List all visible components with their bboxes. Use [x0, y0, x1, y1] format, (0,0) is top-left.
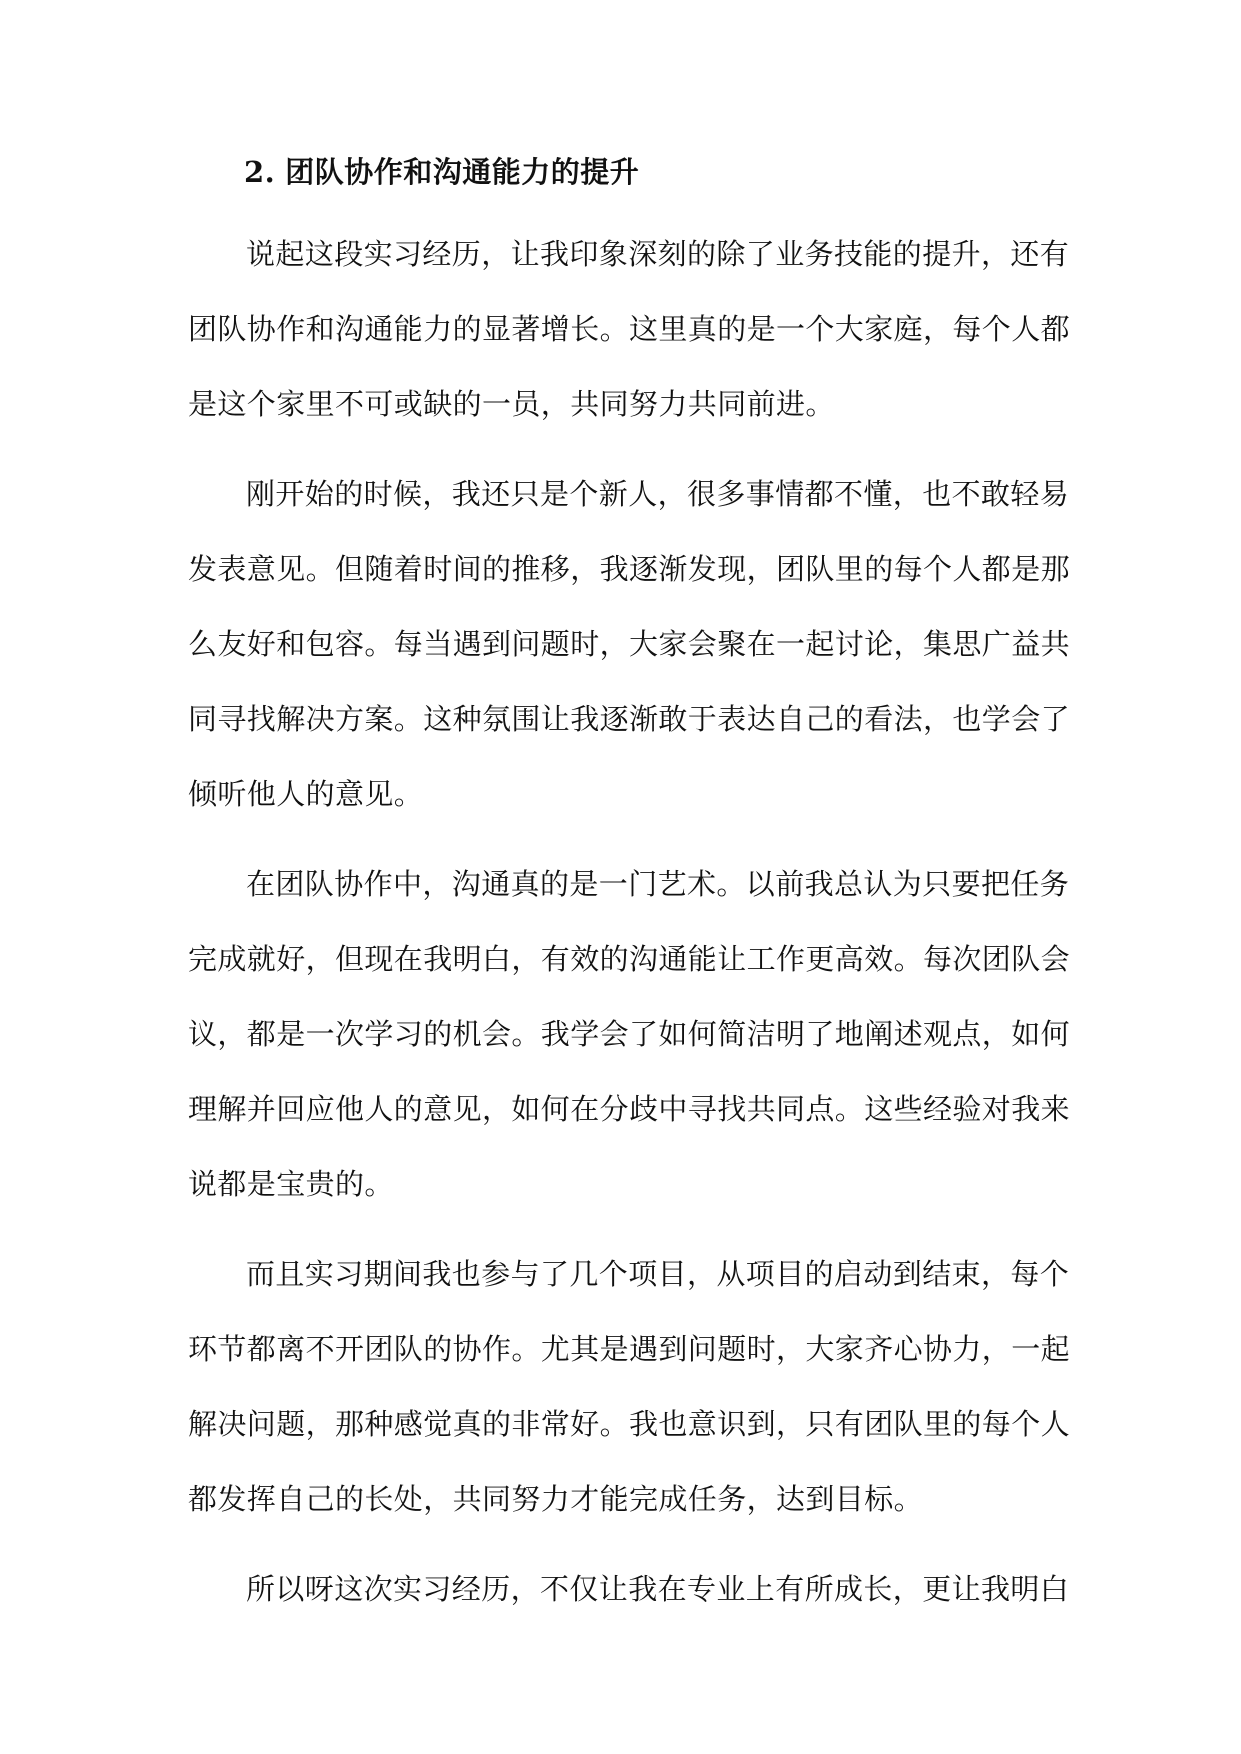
paragraph-4	[188, 1237, 1071, 1537]
paragraph-3	[188, 847, 1071, 1222]
paragraph-5	[188, 1552, 1070, 1627]
paragraph-line: 所以呀这次实习经历，不仅让我在专业上有所成长，更让我明白	[246, 1572, 1070, 1606]
document-content	[188, 142, 1071, 1627]
paragraph-line: 说起这段实习经历，让我印象深刻的除了业务技能的提升，还有	[246, 237, 1070, 271]
paragraph-line: 在团队协作中，沟通真的是一门艺术。以前我总认为只要把任务	[246, 867, 1070, 901]
section-number: 2.	[244, 155, 276, 189]
paragraph-line: 发表意见。但随着时间的推移，我逐渐发现，团队里的每个人都是那	[188, 552, 1071, 586]
paragraph-2	[188, 457, 1071, 832]
section-heading	[188, 142, 1056, 202]
paragraph-1	[188, 217, 1071, 442]
paragraph-line: 而且实习期间我也参与了几个项目，从项目的启动到结束，每个	[246, 1257, 1070, 1291]
paragraph-line: 都发挥自己的长处，共同努力才能完成任务，达到目标。	[188, 1482, 924, 1516]
paragraph-line: 完成就好，但现在我明白，有效的沟通能让工作更高效。每次团队会	[188, 942, 1071, 976]
section-title: 团队协作和沟通能力的提升	[285, 155, 640, 189]
paragraph-line: 么友好和包容。每当遇到问题时，大家会聚在一起讨论，集思广益共	[188, 627, 1071, 661]
paragraph-line: 倾听他人的意见。	[188, 777, 424, 811]
paragraph-line: 说都是宝贵的。	[188, 1167, 394, 1201]
paragraph-line: 议，都是一次学习的机会。我学会了如何简洁明了地阐述观点，如何	[188, 1017, 1071, 1051]
paragraph-line: 同寻找解决方案。这种氛围让我逐渐敢于表达自己的看法，也学会了	[188, 702, 1071, 736]
paragraph-line: 是这个家里不可或缺的一员，共同努力共同前进。	[188, 387, 835, 421]
paragraph-line: 刚开始的时候，我还只是个新人，很多事情都不懂，也不敢轻易	[246, 477, 1070, 511]
paragraph-line: 理解并回应他人的意见，如何在分歧中寻找共同点。这些经验对我来	[188, 1092, 1071, 1126]
paragraph-line: 团队协作和沟通能力的显著增长。这里真的是一个大家庭，每个人都	[188, 312, 1071, 346]
paragraph-line: 解决问题，那种感觉真的非常好。我也意识到，只有团队里的每个人	[188, 1407, 1071, 1441]
paragraph-line: 环节都离不开团队的协作。尤其是遇到问题时，大家齐心协力，一起	[188, 1332, 1071, 1366]
